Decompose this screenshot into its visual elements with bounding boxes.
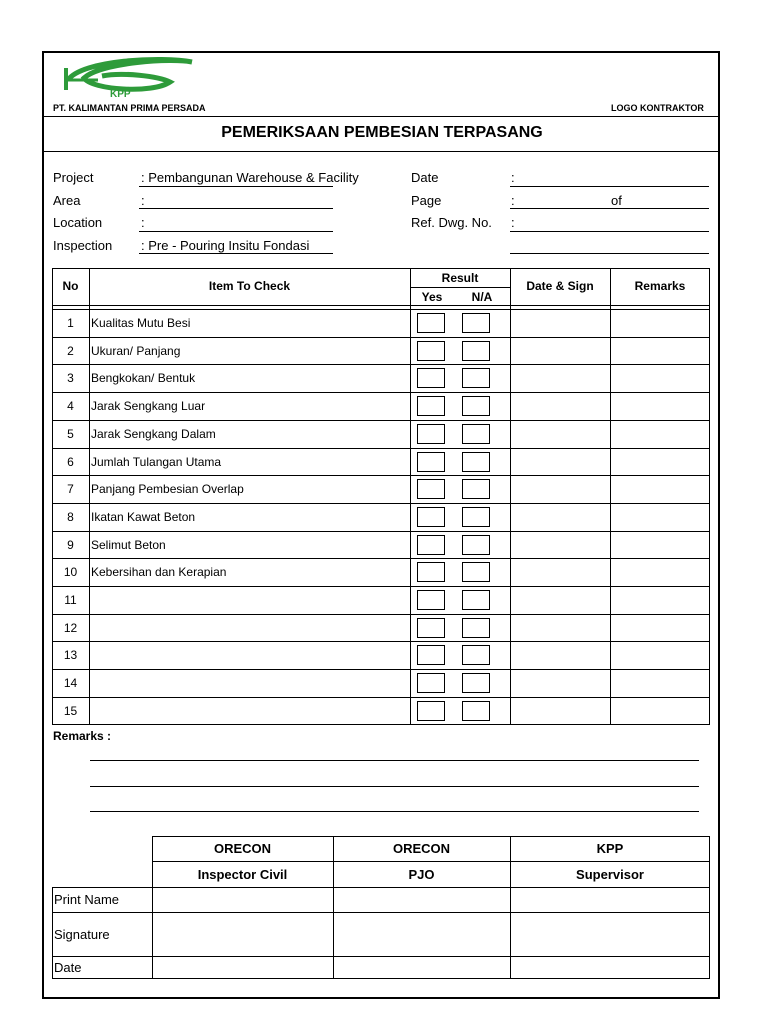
- row-number: 4: [67, 399, 74, 413]
- divider: [42, 116, 720, 117]
- date-value[interactable]: :: [511, 170, 515, 185]
- page-value[interactable]: :: [511, 193, 515, 208]
- yes-checkbox[interactable]: [417, 396, 445, 416]
- row-number: 15: [63, 704, 78, 718]
- yes-checkbox[interactable]: [417, 313, 445, 333]
- date-label: Date: [411, 170, 439, 185]
- row-item: Kualitas Mutu Besi: [91, 316, 191, 330]
- yes-checkbox[interactable]: [417, 507, 445, 527]
- location-value[interactable]: :: [141, 215, 145, 230]
- divider: [42, 151, 720, 152]
- na-checkbox[interactable]: [462, 424, 490, 444]
- na-checkbox[interactable]: [462, 645, 490, 665]
- yes-checkbox[interactable]: [417, 341, 445, 361]
- yes-checkbox[interactable]: [417, 645, 445, 665]
- header-no: No: [62, 279, 79, 293]
- yes-checkbox[interactable]: [417, 479, 445, 499]
- inspection-value[interactable]: : Pre - Pouring Insitu Fondasi: [141, 238, 310, 253]
- project-value[interactable]: : Pembangunan Warehouse & Facility: [141, 170, 359, 185]
- org-2: ORECON: [392, 841, 451, 856]
- row-item: Selimut Beton: [91, 538, 166, 552]
- header-date-sign: Date & Sign: [526, 279, 594, 293]
- yes-checkbox[interactable]: [417, 424, 445, 444]
- header-yes: Yes: [421, 290, 443, 304]
- yes-checkbox[interactable]: [417, 618, 445, 638]
- role-1: Inspector Civil: [197, 867, 288, 882]
- org-3: KPP: [596, 841, 624, 856]
- kpp-logo-icon: [62, 56, 198, 100]
- na-checkbox[interactable]: [462, 535, 490, 555]
- row-number: 10: [63, 565, 78, 579]
- row-number: 11: [64, 593, 77, 607]
- remarks-line[interactable]: [90, 786, 699, 787]
- page-title: PEMERIKSAAN PEMBESIAN TERPASANG: [221, 124, 543, 141]
- yes-checkbox[interactable]: [417, 452, 445, 472]
- logo-text: KPP: [110, 89, 131, 100]
- location-label: Location: [53, 215, 103, 230]
- date-row-label: Date: [54, 960, 82, 975]
- row-number: 6: [67, 455, 74, 469]
- row-number: 7: [67, 482, 74, 496]
- refdwg-value[interactable]: :: [511, 215, 515, 230]
- inspection-label: Inspection: [53, 238, 113, 253]
- signoff-table: [52, 887, 710, 979]
- page-of: of: [611, 193, 622, 208]
- row-item: Kebersihan dan Kerapian: [91, 565, 227, 579]
- yes-checkbox[interactable]: [417, 368, 445, 388]
- row-number: 2: [67, 344, 74, 358]
- row-item: Jarak Sengkang Dalam: [91, 427, 216, 441]
- org-1: ORECON: [213, 841, 272, 856]
- na-checkbox[interactable]: [462, 396, 490, 416]
- remarks-line[interactable]: [90, 811, 699, 812]
- na-checkbox[interactable]: [462, 562, 490, 582]
- yes-checkbox[interactable]: [417, 590, 445, 610]
- area-value[interactable]: :: [141, 193, 145, 208]
- row-item: Ikatan Kawat Beton: [91, 510, 196, 524]
- row-number: 8: [67, 510, 74, 524]
- na-checkbox[interactable]: [462, 701, 490, 721]
- row-item: Jumlah Tulangan Utama: [91, 455, 222, 469]
- role-3: Supervisor: [576, 867, 644, 882]
- na-checkbox[interactable]: [462, 590, 490, 610]
- role-2: PJO: [408, 867, 435, 882]
- row-item: Ukuran/ Panjang: [91, 344, 181, 358]
- remarks-line[interactable]: [90, 760, 699, 761]
- yes-checkbox[interactable]: [417, 562, 445, 582]
- row-number: 13: [63, 648, 78, 662]
- row-number: 12: [63, 621, 78, 635]
- contractor-logo-label: LOGO KONTRAKTOR: [611, 103, 704, 113]
- signature-label: Signature: [54, 927, 110, 942]
- remarks-label: Remarks :: [53, 729, 112, 743]
- row-number: 14: [63, 676, 78, 690]
- row-number: 1: [67, 316, 74, 330]
- area-label: Area: [53, 193, 81, 208]
- yes-checkbox[interactable]: [417, 535, 445, 555]
- na-checkbox[interactable]: [462, 618, 490, 638]
- print-name-label: Print Name: [54, 892, 120, 907]
- row-item: Jarak Sengkang Luar: [91, 399, 206, 413]
- na-checkbox[interactable]: [462, 368, 490, 388]
- project-label: Project: [53, 170, 94, 185]
- na-checkbox[interactable]: [462, 479, 490, 499]
- yes-checkbox[interactable]: [417, 673, 445, 693]
- na-checkbox[interactable]: [462, 341, 490, 361]
- header-remarks: Remarks: [634, 279, 686, 293]
- company-name: PT. KALIMANTAN PRIMA PERSADA: [53, 103, 206, 113]
- na-checkbox[interactable]: [462, 507, 490, 527]
- na-checkbox[interactable]: [462, 313, 490, 333]
- row-item: Bengkokan/ Bentuk: [91, 371, 196, 385]
- row-number: 5: [67, 427, 74, 441]
- header-result: Result: [441, 271, 479, 285]
- row-item: Panjang Pembesian Overlap: [91, 482, 244, 496]
- yes-checkbox[interactable]: [417, 701, 445, 721]
- row-number: 3: [67, 371, 74, 385]
- refdwg-label: Ref. Dwg. No.: [411, 215, 492, 230]
- header-item: Item To Check: [208, 279, 291, 293]
- na-checkbox[interactable]: [462, 673, 490, 693]
- header-na: N/A: [471, 290, 493, 304]
- page-label: Page: [411, 193, 442, 208]
- na-checkbox[interactable]: [462, 452, 490, 472]
- row-number: 9: [67, 538, 74, 552]
